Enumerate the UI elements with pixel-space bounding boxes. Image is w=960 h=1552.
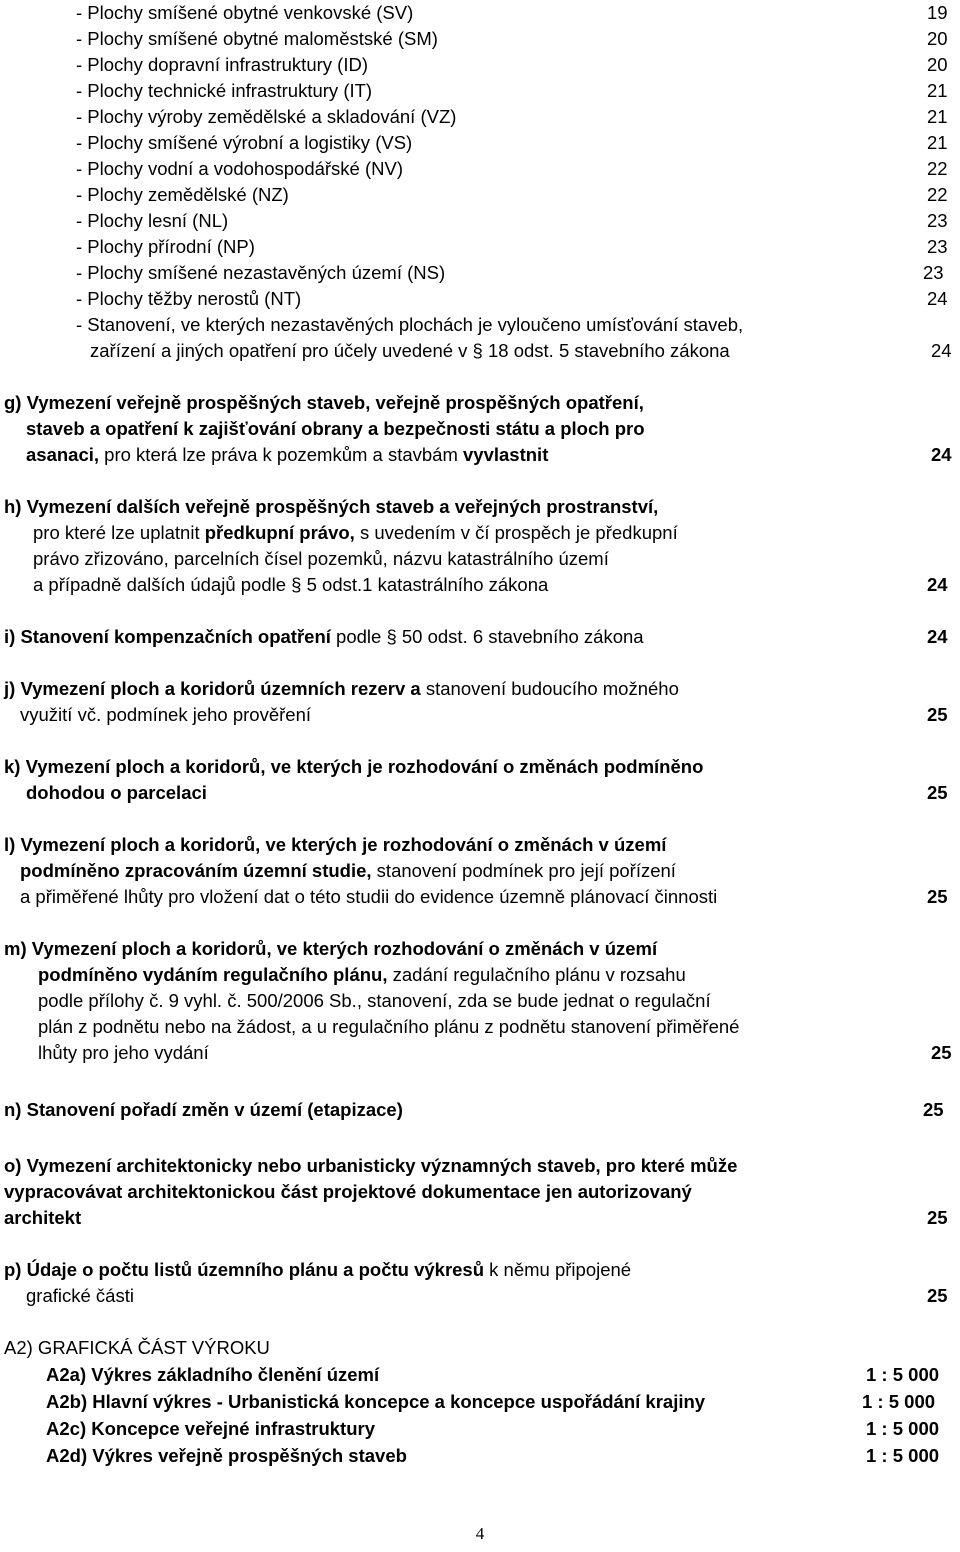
- text-segment: podmíněno zpracováním územní studie,: [20, 860, 372, 881]
- toc-line: [0, 1416, 960, 1442]
- toc-entry-text: [46, 1443, 407, 1469]
- toc-page-number: 1 : 5 000: [866, 1445, 940, 1466]
- toc-line: [0, 1097, 960, 1123]
- text-segment: stanovení budoucího možného: [420, 678, 679, 699]
- toc-line: [0, 26, 960, 52]
- text-segment: h) Vymezení dalších veřejně prospěšných staveb a veřejných prostranství,: [4, 496, 659, 517]
- text-segment: - Plochy smíšené obytné venkovské (SV): [76, 2, 414, 23]
- toc-entry-text: [76, 0, 413, 26]
- toc-line: [0, 78, 960, 104]
- toc-page-number: 23: [923, 262, 944, 283]
- toc-entry-text: [76, 182, 289, 208]
- text-segment: A2) GRAFICKÁ ČÁST VÝROKU: [4, 1337, 270, 1358]
- toc-entry-text: [76, 130, 412, 156]
- toc-entry-text: [33, 520, 678, 546]
- toc-entry-text: [4, 1097, 403, 1123]
- text-segment: předkupní právo,: [204, 522, 355, 543]
- toc-line: [0, 442, 960, 468]
- toc-entry-text: [76, 234, 255, 260]
- toc-line: [0, 1443, 960, 1469]
- toc-line: [0, 260, 960, 286]
- toc-entry-text: [26, 442, 548, 468]
- toc-line: [0, 1153, 960, 1179]
- toc-page-number: 25: [927, 1207, 948, 1228]
- text-segment: využití vč. podmínek jeho prověření: [20, 704, 312, 725]
- toc-entry-text: [20, 858, 676, 884]
- toc-line: [0, 1205, 960, 1231]
- toc-entry-text: [4, 832, 666, 858]
- toc-line: [0, 338, 960, 364]
- text-segment: stanovení podmínek pro její pořízení: [371, 860, 676, 881]
- text-segment: - Plochy těžby nerostů (NT): [76, 288, 302, 309]
- text-segment: - Plochy technické infrastruktury (IT): [76, 80, 373, 101]
- text-segment: a přiměřené lhůty pro vložení dat o této studii do evidence územně plánovací činnosti: [20, 886, 718, 907]
- toc-entry-text: [38, 988, 711, 1014]
- toc-entry-text: [33, 572, 548, 598]
- text-segment: asanaci,: [26, 444, 100, 465]
- toc-entry-text: [76, 208, 228, 234]
- text-segment: n) Stanovení pořadí změn v území (etapizace): [4, 1099, 403, 1120]
- toc-line: [0, 572, 960, 598]
- toc-line: [0, 312, 960, 338]
- text-segment: A2a) Výkres základního členění území: [46, 1364, 380, 1385]
- text-segment: - Plochy přírodní (NP): [76, 236, 255, 257]
- toc-line: [0, 156, 960, 182]
- toc-page-number: 21: [927, 80, 948, 101]
- toc-entry-text: [4, 1205, 81, 1231]
- toc-entry-text: [20, 702, 311, 728]
- toc-page-number: 24: [927, 626, 948, 647]
- text-segment: A2d) Výkres veřejně prospěšných staveb: [46, 1445, 407, 1466]
- text-segment: vypracovávat architektonickou část projektové dokumentace jen autorizovaný: [4, 1181, 692, 1202]
- toc-page-number: 24: [927, 574, 948, 595]
- toc-entry-text: [4, 624, 644, 650]
- toc-line: [0, 208, 960, 234]
- toc-entry-text: [4, 1179, 692, 1205]
- text-segment: pro která lze práva k pozemkům a stavbám: [99, 444, 464, 465]
- toc-line: [0, 390, 960, 416]
- text-segment: podmíněno vydáním regulačního plánu,: [38, 964, 388, 985]
- toc-entry-text: [76, 104, 456, 130]
- text-segment: m) Vymezení ploch a koridorů, ve kterých rozhodování o změnách v území: [4, 938, 658, 959]
- toc-page-number: 25: [923, 1099, 944, 1120]
- toc-entry-text: [4, 754, 703, 780]
- text-segment: zadání regulačního plánu v rozsahu: [387, 964, 686, 985]
- toc-line: [0, 52, 960, 78]
- text-segment: p) Údaje o počtu listů územního plánu a počtu výkresů: [4, 1259, 485, 1280]
- text-segment: - Plochy lesní (NL): [76, 210, 229, 231]
- text-segment: - Plochy zemědělské (NZ): [76, 184, 289, 205]
- text-segment: l) Vymezení ploch a koridorů, ve kterých je rozhodování o změnách v území: [4, 834, 667, 855]
- toc-line: [0, 858, 960, 884]
- text-segment: - Plochy dopravní infrastruktury (ID): [76, 54, 368, 75]
- toc-page-number: 20: [927, 54, 948, 75]
- toc-line: [0, 286, 960, 312]
- text-segment: pro které lze uplatnit: [33, 522, 205, 543]
- text-segment: grafické části: [26, 1285, 134, 1306]
- text-segment: architekt: [4, 1207, 82, 1228]
- toc-line: [0, 676, 960, 702]
- toc-entry-text: [38, 1014, 739, 1040]
- text-segment: - Plochy smíšené nezastavěných území (NS): [76, 262, 446, 283]
- text-segment: podle § 50 odst. 6 stavebního zákona: [330, 626, 644, 647]
- toc-line: [0, 624, 960, 650]
- toc-page-number: 21: [927, 132, 948, 153]
- toc-page-number: 24: [927, 288, 948, 309]
- toc-line: [0, 988, 960, 1014]
- toc-entry-text: [76, 312, 743, 338]
- toc-line: [0, 494, 960, 520]
- toc-entry-text: [33, 546, 609, 572]
- toc-entry-text: [76, 26, 438, 52]
- toc-line: [0, 1179, 960, 1205]
- toc-entry-text: [46, 1389, 705, 1415]
- toc-entry-text: [20, 884, 717, 910]
- toc-page-number: 24: [931, 340, 952, 361]
- toc-page-number: 24: [931, 444, 952, 465]
- toc-entry-text: [26, 1283, 134, 1309]
- toc-entry-text: [76, 286, 301, 312]
- toc-entry-text: [4, 1257, 631, 1283]
- toc-line: [0, 1283, 960, 1309]
- toc-page-number: 20: [927, 28, 948, 49]
- text-segment: - Plochy výroby zemědělské a skladování (VZ): [76, 106, 457, 127]
- toc-entry-text: [46, 1362, 379, 1388]
- toc-line: [0, 884, 960, 910]
- toc-line: [0, 0, 960, 26]
- toc-line: [0, 1389, 960, 1415]
- toc-line: [0, 234, 960, 260]
- text-segment: vyvlastnit: [463, 444, 549, 465]
- text-segment: - Plochy smíšené obytné maloměstské (SM): [76, 28, 438, 49]
- toc-page-number: 21: [927, 106, 948, 127]
- toc-line: [0, 104, 960, 130]
- text-segment: - Stanovení, ve kterých nezastavěných plochách je vyloučeno umísťování staveb,: [76, 314, 744, 335]
- text-segment: i) Stanovení kompenzačních opatření: [4, 626, 331, 647]
- toc-entry-text: [76, 52, 368, 78]
- page-number: 4: [475, 1524, 485, 1543]
- toc-entry-text: [90, 338, 730, 364]
- toc-entry-text: [4, 1335, 270, 1361]
- toc-page-number: 23: [927, 236, 948, 257]
- toc-page-number: 19: [927, 2, 948, 23]
- toc-line: [0, 780, 960, 806]
- toc-line: [0, 1257, 960, 1283]
- text-segment: dohodou o parcelaci: [26, 782, 207, 803]
- toc-entry-text: [4, 390, 644, 416]
- text-segment: A2c) Koncepce veřejné infrastruktury: [46, 1418, 376, 1439]
- toc-page-number: 22: [927, 184, 948, 205]
- toc-entry-text: [26, 780, 207, 806]
- toc-line: [0, 754, 960, 780]
- text-segment: a případně dalších údajů podle § 5 odst.1 katastrálního zákona: [33, 574, 549, 595]
- toc-page-number: 1 : 5 000: [862, 1391, 936, 1412]
- text-segment: - Plochy smíšené výrobní a logistiky (VS): [76, 132, 413, 153]
- toc-entry-text: [4, 676, 679, 702]
- toc-page-number: 22: [927, 158, 948, 179]
- toc-line: [0, 702, 960, 728]
- toc-page-number: 23: [927, 210, 948, 231]
- toc-page-number: 25: [927, 1285, 948, 1306]
- toc-entry-text: [76, 78, 372, 104]
- toc-entry-text: [38, 1040, 209, 1066]
- toc-entry-text: [4, 494, 658, 520]
- text-segment: , stanovení, zda se bude jednat o regulační: [356, 990, 711, 1011]
- toc-line: [0, 832, 960, 858]
- toc-entry-text: [26, 416, 645, 442]
- text-segment: staveb a opatření k zajišťování obrany a bezpečnosti státu a ploch pro: [26, 418, 645, 439]
- toc-entry-text: [76, 260, 445, 286]
- toc-entry-text: [46, 1416, 375, 1442]
- text-segment: g) Vymezení veřejně prospěšných staveb, veřejně prospěšných opatření,: [4, 392, 644, 413]
- toc-line: [0, 416, 960, 442]
- text-segment: plán z podnětu nebo na žádost, a u regulačního plánu z podnětu stanovení přiměřené: [38, 1016, 740, 1037]
- toc-page-number: 25: [927, 886, 948, 907]
- text-segment: s uvedením v čí prospěch je předkupní: [354, 522, 678, 543]
- text-segment: podle přílohy č. 9 vyhl. č. 500/2006 Sb.: [38, 990, 357, 1011]
- toc-entry-text: [38, 962, 686, 988]
- toc-line: [0, 936, 960, 962]
- text-segment: k) Vymezení ploch a koridorů, ve kterých je rozhodování o změnách podmíněno: [4, 756, 704, 777]
- toc-page-number: 1 : 5 000: [866, 1418, 940, 1439]
- text-segment: - Plochy vodní a vodohospodářské (NV): [76, 158, 404, 179]
- text-segment: o) Vymezení architektonicky nebo urbanisticky významných staveb, pro které může: [4, 1155, 738, 1176]
- toc-page-number: 1 : 5 000: [866, 1364, 940, 1385]
- toc-line: [0, 1040, 960, 1066]
- toc-line: [0, 520, 960, 546]
- toc-line: [0, 130, 960, 156]
- text-segment: j) Vymezení ploch a koridorů územních rezerv a: [4, 678, 421, 699]
- text-segment: k němu připojené: [484, 1259, 632, 1280]
- toc-page-number: 25: [927, 704, 948, 725]
- toc-entry-text: [4, 936, 657, 962]
- toc-entry-text: [76, 156, 403, 182]
- toc-page-number: 25: [931, 1042, 952, 1063]
- toc-line: [0, 182, 960, 208]
- text-segment: právo zřizováno, parcelních čísel pozemků, názvu katastrálního území: [33, 548, 609, 569]
- toc-line: [0, 546, 960, 572]
- toc-line: [0, 962, 960, 988]
- toc-page-number: 25: [927, 782, 948, 803]
- text-segment: zařízení a jiných opatření pro účely uvedené v § 18 odst. 5 stavebního zákona: [90, 340, 730, 361]
- toc-line: [0, 1335, 960, 1361]
- toc-entry-text: [4, 1153, 737, 1179]
- text-segment: A2b) Hlavní výkres - Urbanistická koncepce a koncepce uspořádání krajiny: [46, 1391, 706, 1412]
- text-segment: lhůty pro jeho vydání: [38, 1042, 209, 1063]
- toc-line: [0, 1362, 960, 1388]
- toc-line: [0, 1014, 960, 1040]
